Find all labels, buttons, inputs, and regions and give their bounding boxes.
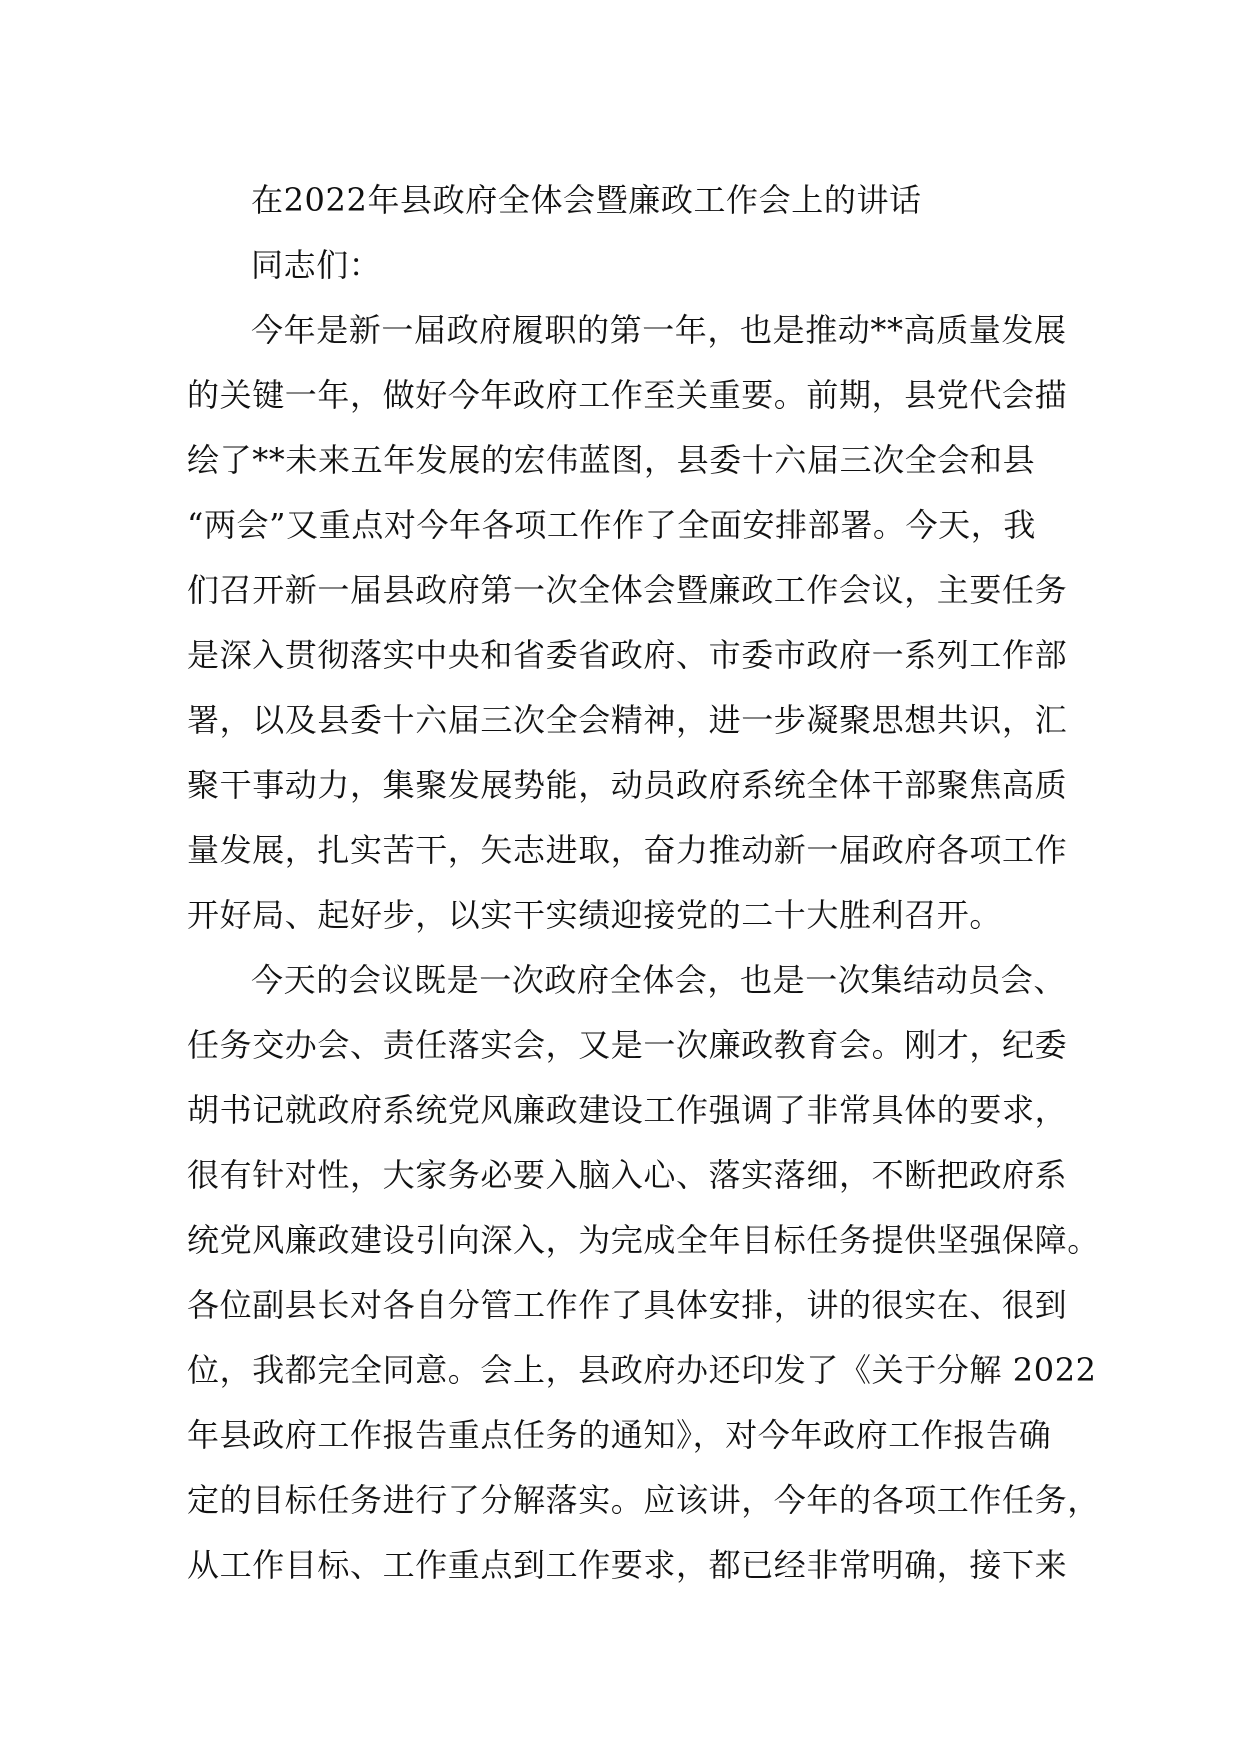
paragraph-line: 从工作目标、工作重点到工作要求，都已经非常明确，接下来 [187, 1546, 1068, 1584]
paragraph-1 [187, 298, 1077, 948]
document-title: 在2022年县政府全体会暨廉政工作会上的讲话 [251, 181, 922, 219]
paragraph-line: 的关键一年，做好今年政府工作至关重要。前期，县党代会描 [187, 376, 1068, 414]
paragraph-line: 统党风廉政建设引向深入，为完成全年目标任务提供坚强保障。 [187, 1221, 1100, 1259]
paragraph-line: 是深入贯彻落实中央和省委省政府、市委市政府一系列工作部 [187, 636, 1068, 674]
paragraph-line: 定的目标任务进行了分解落实。应该讲，今年的各项工作任务， [187, 1481, 1100, 1519]
paragraph-line: 今天的会议既是一次政府全体会，也是一次集结动员会、 [251, 961, 1067, 999]
paragraph-line: 各位副县长对各自分管工作作了具体安排，讲的很实在、很到 [187, 1286, 1068, 1324]
paragraph-line: “两会”又重点对今年各项工作作了全面安排部署。今天，我 [187, 506, 1036, 544]
salutation: 同志们： [251, 246, 382, 284]
paragraph-line: 署，以及县委十六届三次全会精神，进一步凝聚思想共识，汇 [187, 701, 1068, 739]
paragraph-line: 们召开新一届县政府第一次全体会暨廉政工作会议，主要任务 [187, 571, 1068, 609]
paragraph-line: 任务交办会、责任落实会，又是一次廉政教育会。刚才，纪委 [187, 1026, 1068, 1064]
paragraph-2 [187, 948, 1100, 1598]
paragraph-line: 位，我都完全同意。会上，县政府办还印发了《关于分解 2022 [187, 1351, 1097, 1389]
paragraph-line: 很有针对性，大家务必要入脑入心、落实落细，不断把政府系 [187, 1156, 1068, 1194]
paragraph-line: 量发展，扎实苦干，矢志进取，奋力推动新一届政府各项工作 [187, 831, 1068, 869]
paragraph-line: 开好局、起好步，以实干实绩迎接党的二十大胜利召开。 [187, 896, 1003, 934]
paragraph-line: 聚干事动力，集聚发展势能，动员政府系统全体干部聚焦高质 [187, 766, 1068, 804]
paragraph-line: 今年是新一届政府履职的第一年，也是推动**高质量发展 [251, 311, 1067, 349]
document-body [187, 168, 1100, 1598]
paragraph-line: 绘了**未来五年发展的宏伟蓝图，县委十六届三次全会和县 [187, 441, 1036, 479]
paragraph-line: 胡书记就政府系统党风廉政建设工作强调了非常具体的要求， [187, 1091, 1068, 1129]
paragraph-line: 年县政府工作报告重点任务的通知》，对今年政府工作报告确 [187, 1416, 1052, 1454]
